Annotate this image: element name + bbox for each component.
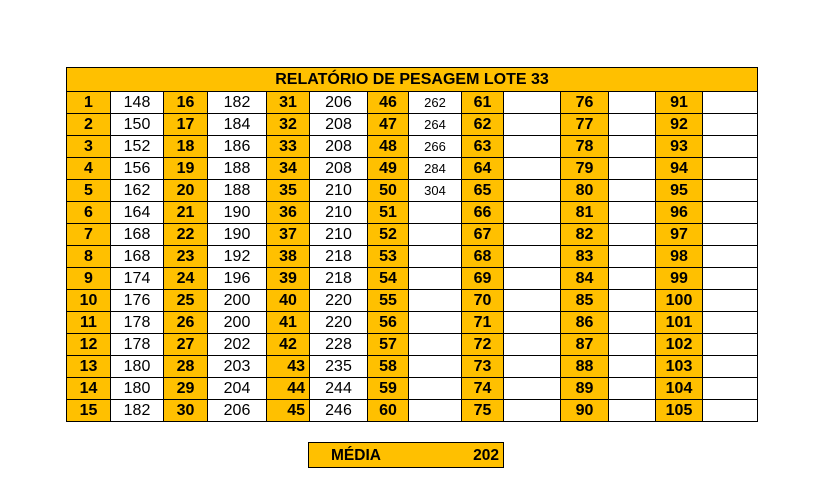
item-number-cell: 59	[368, 378, 409, 400]
item-number-cell: 6	[67, 202, 111, 224]
weight-cell	[703, 224, 758, 246]
table-row	[67, 268, 758, 290]
weight-cell: 168	[111, 246, 164, 268]
item-number-cell: 70	[462, 290, 504, 312]
item-number-cell: 43	[267, 356, 310, 378]
weight-cell: 210	[310, 180, 368, 202]
weight-cell: 196	[208, 268, 267, 290]
weight-cell	[609, 312, 656, 334]
weight-cell	[504, 246, 561, 268]
weight-cell: 206	[310, 92, 368, 114]
weight-cell	[703, 136, 758, 158]
weight-cell	[609, 224, 656, 246]
item-number-cell: 8	[67, 246, 111, 268]
weight-cell: 210	[310, 224, 368, 246]
item-number-cell: 52	[368, 224, 409, 246]
item-number-cell: 78	[561, 136, 609, 158]
item-number-cell: 7	[67, 224, 111, 246]
weight-cell: 174	[111, 268, 164, 290]
item-number-cell: 5	[67, 180, 111, 202]
item-number-cell: 3	[67, 136, 111, 158]
item-number-cell: 1	[67, 92, 111, 114]
weight-cell: 266	[409, 136, 462, 158]
weight-cell	[504, 312, 561, 334]
item-number-cell: 4	[67, 158, 111, 180]
item-number-cell: 85	[561, 290, 609, 312]
weight-cell: 264	[409, 114, 462, 136]
item-number-cell: 87	[561, 334, 609, 356]
weight-cell	[504, 378, 561, 400]
weight-cell: 186	[208, 136, 267, 158]
weight-cell	[703, 400, 758, 422]
title-row	[67, 68, 758, 92]
item-number-cell: 16	[164, 92, 208, 114]
item-number-cell: 37	[267, 224, 310, 246]
weight-cell: 182	[208, 92, 267, 114]
table-row	[67, 290, 758, 312]
item-number-cell: 103	[656, 356, 703, 378]
item-number-cell: 26	[164, 312, 208, 334]
weight-cell	[703, 356, 758, 378]
weight-cell: 178	[111, 312, 164, 334]
item-number-cell: 56	[368, 312, 409, 334]
weight-cell	[409, 356, 462, 378]
weight-cell: 184	[208, 114, 267, 136]
item-number-cell: 23	[164, 246, 208, 268]
item-number-cell: 44	[267, 378, 310, 400]
item-number-cell: 41	[267, 312, 310, 334]
weight-cell	[409, 290, 462, 312]
item-number-cell: 2	[67, 114, 111, 136]
item-number-cell: 104	[656, 378, 703, 400]
item-number-cell: 102	[656, 334, 703, 356]
weight-cell	[703, 246, 758, 268]
weight-cell	[504, 334, 561, 356]
item-number-cell: 20	[164, 180, 208, 202]
weight-cell: 180	[111, 356, 164, 378]
item-number-cell: 74	[462, 378, 504, 400]
weight-cell: 190	[208, 224, 267, 246]
item-number-cell: 69	[462, 268, 504, 290]
weight-cell	[504, 290, 561, 312]
item-number-cell: 46	[368, 92, 409, 114]
item-number-cell: 94	[656, 158, 703, 180]
item-number-cell: 31	[267, 92, 310, 114]
table-row	[67, 312, 758, 334]
weight-cell: 178	[111, 334, 164, 356]
item-number-cell: 54	[368, 268, 409, 290]
item-number-cell: 30	[164, 400, 208, 422]
item-number-cell: 99	[656, 268, 703, 290]
item-number-cell: 36	[267, 202, 310, 224]
weight-cell	[409, 400, 462, 422]
weight-cell	[504, 92, 561, 114]
table-row	[67, 114, 758, 136]
item-number-cell: 40	[267, 290, 310, 312]
item-number-cell: 45	[267, 400, 310, 422]
item-number-cell: 11	[67, 312, 111, 334]
weight-cell: 152	[111, 136, 164, 158]
weight-cell: 218	[310, 268, 368, 290]
weight-cell	[409, 224, 462, 246]
weight-cell	[409, 378, 462, 400]
item-number-cell: 90	[561, 400, 609, 422]
weight-cell: 228	[310, 334, 368, 356]
weight-cell	[609, 114, 656, 136]
item-number-cell: 24	[164, 268, 208, 290]
item-number-cell: 58	[368, 356, 409, 378]
item-number-cell: 35	[267, 180, 310, 202]
weight-cell: 156	[111, 158, 164, 180]
item-number-cell: 95	[656, 180, 703, 202]
weight-cell	[504, 202, 561, 224]
weight-cell: 284	[409, 158, 462, 180]
weight-cell: 200	[208, 312, 267, 334]
item-number-cell: 73	[462, 356, 504, 378]
item-number-cell: 81	[561, 202, 609, 224]
weight-cell	[609, 92, 656, 114]
table-row	[67, 92, 758, 114]
item-number-cell: 97	[656, 224, 703, 246]
weight-cell	[703, 114, 758, 136]
weight-cell	[703, 202, 758, 224]
weight-cell: 192	[208, 246, 267, 268]
weight-cell	[609, 356, 656, 378]
item-number-cell: 100	[656, 290, 703, 312]
weight-cell: 176	[111, 290, 164, 312]
weight-cell: 244	[310, 378, 368, 400]
item-number-cell: 32	[267, 114, 310, 136]
weighing-report-sheet	[66, 67, 758, 422]
weight-cell: 220	[310, 312, 368, 334]
weight-cell	[703, 92, 758, 114]
item-number-cell: 42	[267, 334, 310, 356]
item-number-cell: 65	[462, 180, 504, 202]
media-summary	[308, 442, 504, 468]
item-number-cell: 88	[561, 356, 609, 378]
item-number-cell: 55	[368, 290, 409, 312]
weight-cell: 304	[409, 180, 462, 202]
item-number-cell: 68	[462, 246, 504, 268]
weight-cell	[703, 180, 758, 202]
table-row	[67, 334, 758, 356]
table-row	[67, 224, 758, 246]
weight-cell	[703, 268, 758, 290]
weight-cell	[703, 334, 758, 356]
item-number-cell: 9	[67, 268, 111, 290]
weight-cell	[609, 378, 656, 400]
weight-cell	[504, 114, 561, 136]
weight-cell: 168	[111, 224, 164, 246]
item-number-cell: 92	[656, 114, 703, 136]
item-number-cell: 17	[164, 114, 208, 136]
weight-cell	[609, 246, 656, 268]
weight-cell: 235	[310, 356, 368, 378]
item-number-cell: 86	[561, 312, 609, 334]
table-row	[67, 400, 758, 422]
weight-cell	[703, 158, 758, 180]
weight-cell: 246	[310, 400, 368, 422]
item-number-cell: 18	[164, 136, 208, 158]
weight-cell	[609, 202, 656, 224]
item-number-cell: 47	[368, 114, 409, 136]
item-number-cell: 71	[462, 312, 504, 334]
item-number-cell: 64	[462, 158, 504, 180]
weight-cell	[409, 268, 462, 290]
weight-cell: 164	[111, 202, 164, 224]
weight-cell	[504, 158, 561, 180]
item-number-cell: 57	[368, 334, 409, 356]
item-number-cell: 62	[462, 114, 504, 136]
item-number-cell: 28	[164, 356, 208, 378]
item-number-cell: 77	[561, 114, 609, 136]
weight-cell: 162	[111, 180, 164, 202]
weight-cell: 180	[111, 378, 164, 400]
table-row	[67, 136, 758, 158]
item-number-cell: 93	[656, 136, 703, 158]
item-number-cell: 79	[561, 158, 609, 180]
weight-cell	[504, 400, 561, 422]
weight-cell: 182	[111, 400, 164, 422]
weight-cell: 262	[409, 92, 462, 114]
weight-cell: 208	[310, 114, 368, 136]
item-number-cell: 72	[462, 334, 504, 356]
item-number-cell: 51	[368, 202, 409, 224]
item-number-cell: 22	[164, 224, 208, 246]
weight-cell: 220	[310, 290, 368, 312]
weight-cell: 188	[208, 180, 267, 202]
item-number-cell: 33	[267, 136, 310, 158]
item-number-cell: 10	[67, 290, 111, 312]
item-number-cell: 101	[656, 312, 703, 334]
item-number-cell: 13	[67, 356, 111, 378]
item-number-cell: 50	[368, 180, 409, 202]
item-number-cell: 89	[561, 378, 609, 400]
item-number-cell: 80	[561, 180, 609, 202]
item-number-cell: 49	[368, 158, 409, 180]
item-number-cell: 19	[164, 158, 208, 180]
weight-cell: 218	[310, 246, 368, 268]
weight-cell	[504, 268, 561, 290]
weighing-report-table	[66, 67, 758, 422]
weight-cell: 190	[208, 202, 267, 224]
weight-cell: 206	[208, 400, 267, 422]
weight-cell: 188	[208, 158, 267, 180]
weight-cell: 200	[208, 290, 267, 312]
weight-cell	[504, 224, 561, 246]
weight-cell: 150	[111, 114, 164, 136]
item-number-cell: 15	[67, 400, 111, 422]
table-row	[67, 378, 758, 400]
weight-cell	[609, 158, 656, 180]
weight-cell	[409, 312, 462, 334]
item-number-cell: 75	[462, 400, 504, 422]
weight-cell: 202	[208, 334, 267, 356]
item-number-cell: 96	[656, 202, 703, 224]
item-number-cell: 29	[164, 378, 208, 400]
media-value: 202	[473, 447, 499, 464]
item-number-cell: 14	[67, 378, 111, 400]
weight-cell	[609, 268, 656, 290]
item-number-cell: 34	[267, 158, 310, 180]
item-number-cell: 105	[656, 400, 703, 422]
item-number-cell: 66	[462, 202, 504, 224]
table-row	[67, 158, 758, 180]
item-number-cell: 83	[561, 246, 609, 268]
item-number-cell: 91	[656, 92, 703, 114]
weight-cell: 208	[310, 158, 368, 180]
media-label: MÉDIA	[331, 447, 381, 464]
report-title: RELATÓRIO DE PESAGEM LOTE 33	[67, 68, 758, 92]
item-number-cell: 27	[164, 334, 208, 356]
item-number-cell: 21	[164, 202, 208, 224]
item-number-cell: 61	[462, 92, 504, 114]
item-number-cell: 53	[368, 246, 409, 268]
weight-cell	[504, 136, 561, 158]
weight-cell	[609, 180, 656, 202]
item-number-cell: 48	[368, 136, 409, 158]
item-number-cell: 12	[67, 334, 111, 356]
weight-cell	[409, 334, 462, 356]
weight-cell	[504, 356, 561, 378]
item-number-cell: 76	[561, 92, 609, 114]
item-number-cell: 25	[164, 290, 208, 312]
weight-cell	[703, 378, 758, 400]
item-number-cell: 39	[267, 268, 310, 290]
weight-cell: 208	[310, 136, 368, 158]
item-number-cell: 38	[267, 246, 310, 268]
weight-cell	[703, 290, 758, 312]
table-row	[67, 202, 758, 224]
weight-cell: 210	[310, 202, 368, 224]
weight-cell	[409, 202, 462, 224]
weight-cell	[609, 400, 656, 422]
item-number-cell: 63	[462, 136, 504, 158]
table-row	[67, 180, 758, 202]
item-number-cell: 67	[462, 224, 504, 246]
weight-cell	[609, 136, 656, 158]
weight-cell: 203	[208, 356, 267, 378]
item-number-cell: 98	[656, 246, 703, 268]
table-row	[67, 246, 758, 268]
weight-cell	[609, 290, 656, 312]
item-number-cell: 82	[561, 224, 609, 246]
weight-cell: 148	[111, 92, 164, 114]
item-number-cell: 84	[561, 268, 609, 290]
weight-cell	[609, 334, 656, 356]
weight-cell	[409, 246, 462, 268]
weight-cell: 204	[208, 378, 267, 400]
item-number-cell: 60	[368, 400, 409, 422]
weight-cell	[703, 312, 758, 334]
weight-cell	[504, 180, 561, 202]
table-row	[67, 356, 758, 378]
